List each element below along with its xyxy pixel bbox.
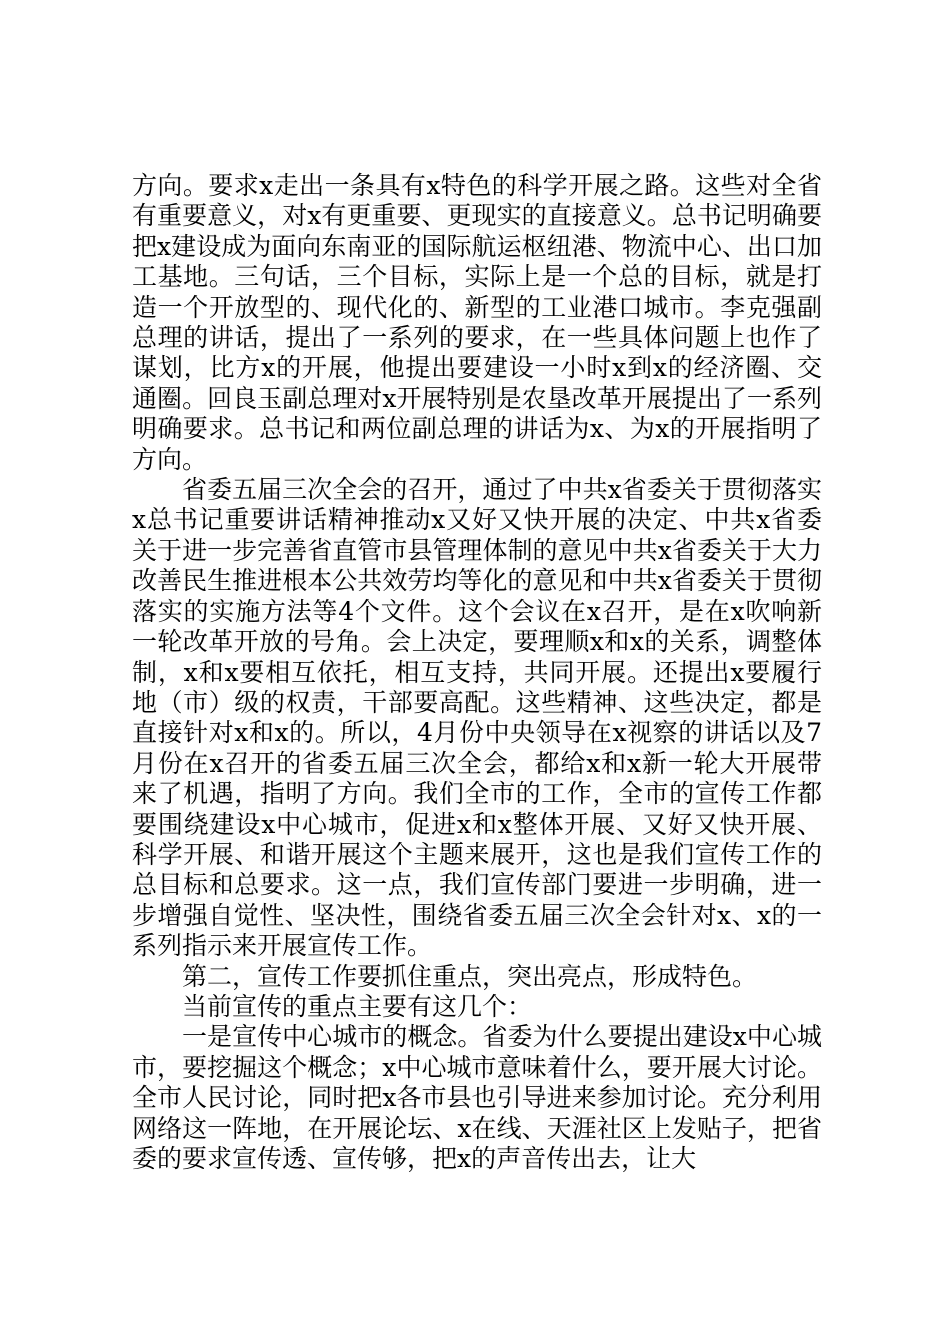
document-page: [132, 171, 822, 1174]
paragraph-3: 第二，宣传工作要抓住重点，突出亮点，形成特色。: [182, 961, 758, 991]
paragraph-1: 方向。要求x走出一条具有x特色的科学开展之路。这些对全省有重要意义，对x有更重要、更现实的直接意义。总书记明确要把x建设成为面向东南亚的国际航运枢纽港、物流中心、出口加工基地。三句话，三个目标，实际上是一个总的目标，就是打造一个开放型的、现代化的、新型的工业港口城市。李克强副总理的讲话，提出了一系列的要求，在一些具体问题上也作了谋划，比方x的开展，他提出要建设一小时x到x的经济圈、交通圈。回良玉副总理对x开展特别是农垦改革开展提出了一系列明确要求。总书记和两位副总理的讲话为x、为x的开展指明了方向。: [132, 171, 822, 474]
paragraph-4: 当前宣传的重点主要有这几个：: [182, 991, 533, 1021]
paragraph-2: 省委五届三次全会的召开，通过了中共x省委关于贯彻落实x总书记重要讲话精神推动x又好又快开展的决定、中共x省委关于进一步完善省直管市县管理体制的意见中共x省委关于大力改善民生推进根本公共效劳均等化的意见和中共x省委关于贯彻落实的实施方法等4个文件。这个会议在x召开，是在x吹响新一轮改革开放的号角。会上决定，要理顺x和x的关系，调整体制，x和x要相互依托，相互支持，共同开展。还提出x要履行地（市）级的权责，干部要高配。这些精神、这些决定，都是直接针对x和x的。所以，4月份中央领导在x视察的讲话以及7月份在x召开的省委五届三次全会，都给x和x新一轮大开展带来了机遇，指明了方向。我们全市的工作，全市的宣传工作都要围绕建设x中心城市，促进x和x整体开展、又好又快开展、科学开展、和谐开展这个主题来展开，这也是我们宣传工作的总目标和总要求。这一点，我们宣传部门要进一步明确，进一步增强自觉性、坚决性，围绕省委五届三次全会针对x、x的一系列指示来开展宣传工作。: [132, 475, 822, 961]
paragraph-5: 一是宣传中心城市的概念。省委为什么要提出建设x中心城市，要挖掘这个概念；x中心城市意味着什么，要开展大讨论。全市人民讨论，同时把x各市县也引导进来参加讨论。充分利用网络这一阵地，在开展论坛、x在线、天涯社区上发贴子，把省委的要求宣传透、宣传够，把x的声音传出去，让大: [132, 1022, 822, 1173]
